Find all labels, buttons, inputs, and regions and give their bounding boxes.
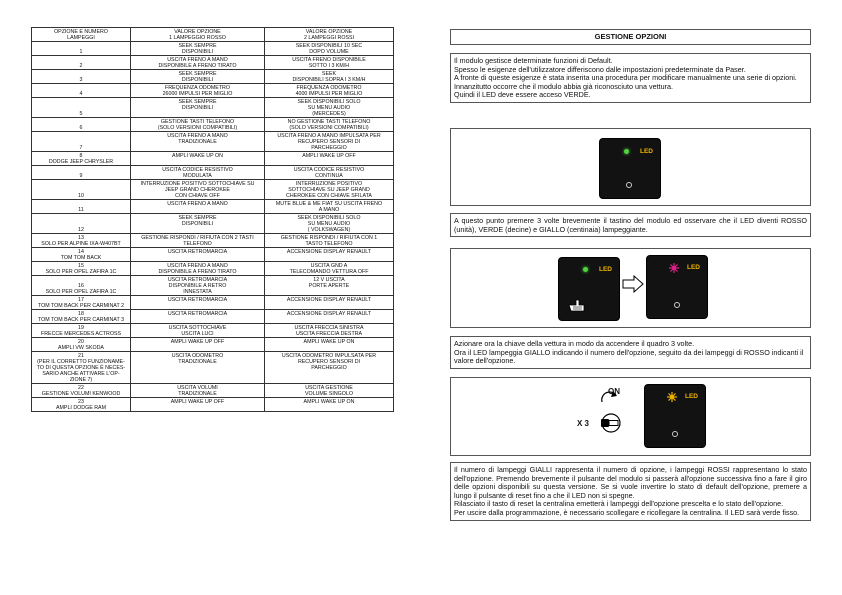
module-device-right bbox=[646, 255, 708, 319]
final-line: Rilasciato il tasto di reset la centralina emetterà i lampeggi dell'opzione prescelta e lo stato dell'opzione. bbox=[454, 499, 784, 509]
button-hole-icon bbox=[674, 302, 680, 308]
table-cell: GESTIONE RISPONDI / RIFIUTA CON 1 TASTO TELEFONO bbox=[265, 234, 394, 248]
table-cell: SEEK DISPONIBILI SOLO SU MENU AUDIO (MERCEDES) bbox=[265, 98, 394, 118]
table-header-cell: VALORE OPZIONE 2 LAMPEGGI ROSSI bbox=[265, 28, 394, 42]
intro-line: A fronte di queste esigenze è stata inserita una procedura per modificare manualmente una serie di opzioni. bbox=[454, 73, 797, 83]
table-cell: USCITA FRENO DISPONIBILE SOTTO I 3 KM/H bbox=[265, 56, 394, 70]
led-yellow-blink-icon bbox=[667, 392, 677, 402]
table-cell: INTERRUZIONE POSITIVO SOTTOCHIAVE SU JEEP GRAND CHEROKEE CON CHIAVE SFILATA bbox=[265, 180, 394, 200]
table-cell: 9 bbox=[32, 166, 131, 180]
table-row bbox=[32, 352, 394, 384]
table-cell: USCITA RETROMARCIA bbox=[131, 310, 265, 324]
step1-text: A questo punto premere 3 volte brevemente il tastino del modulo ed osservare che il LED diventi ROSSO (unità), VERDE (decine) e GIALLO (centinaia) lampeggiante. bbox=[454, 216, 807, 234]
button-hole-icon bbox=[626, 182, 632, 188]
table-cell: 10 bbox=[32, 180, 131, 200]
table-row bbox=[32, 118, 394, 132]
table-cell: 15 SOLO PER OPEL ZAFIRA 1C bbox=[32, 262, 131, 276]
table-cell: SEEK SEMPRE DISPONIBILI bbox=[131, 98, 265, 118]
table-cell: ACCENSIONE DISPLAY RENAULT bbox=[265, 296, 394, 310]
table-row bbox=[32, 310, 394, 324]
led-green-icon bbox=[624, 149, 629, 154]
table-row bbox=[32, 398, 394, 412]
table-cell: 19 FRECCE MERCEDES ACTROSS bbox=[32, 324, 131, 338]
table-cell: 11 bbox=[32, 200, 131, 214]
table-header-row bbox=[32, 28, 394, 42]
table-row bbox=[32, 324, 394, 338]
table-cell: USCITA RETROMARCIA bbox=[131, 296, 265, 310]
table-cell: 3 bbox=[32, 70, 131, 84]
table-cell: USCITA FRENO A MANO DISPONIBILE A FRENO TIRATO bbox=[131, 56, 265, 70]
table-row bbox=[32, 214, 394, 234]
table-cell: 14 TOM TOM BACK bbox=[32, 248, 131, 262]
table-cell: USCITA FRENO A MANO TRADIZIONALE bbox=[131, 132, 265, 152]
table-cell: USCITA FRECCIA SINISTRA USCITA FRECCIA DESTRA bbox=[265, 324, 394, 338]
table-cell: SEEK DISPONIBILI SOLO SU MENU AUDIO ( VOLKSWAGEN) bbox=[265, 214, 394, 234]
figure-led-green bbox=[450, 128, 811, 206]
table-cell: AMPLI WAKE UP OFF bbox=[131, 398, 265, 412]
table-row bbox=[32, 234, 394, 248]
table-cell: AMPLI WAKE UP OFF bbox=[265, 152, 394, 166]
table-row bbox=[32, 56, 394, 70]
table-cell: 5 bbox=[32, 98, 131, 118]
table-row bbox=[32, 180, 394, 200]
table-cell: FREQUENZA ODOMETRO 4000 IMPULSI PER MIGLIO bbox=[265, 84, 394, 98]
table-cell: 18 TOM TOM BACK PER CARMINAT 3 bbox=[32, 310, 131, 324]
table-cell: NO GESTIONE TASTI TELEFONO (SOLO VERSIONI COMPATIBILI) bbox=[265, 118, 394, 132]
table-cell: GESTIONE TASTI TELEFONO (SOLO VERSIONI COMPATIBILI) bbox=[131, 118, 265, 132]
table-cell: ACCENSIONE DISPLAY RENAULT bbox=[265, 248, 394, 262]
intro-line: Innanzitutto occorre che il modulo abbia già riconosciuto una vettura. bbox=[454, 81, 673, 91]
table-cell: SEEK SEMPRE DISPONIBILI bbox=[131, 70, 265, 84]
button-hole-icon bbox=[672, 431, 678, 437]
final-line: Il numero di lampeggi GIALLI rappresenta il numero di opzione, i lampeggi ROSSI rappresentano lo stato dell'opzione. Premendo brevemente il pulsante del modulo si passerà all'opzione successiva fino a fare il giro delle opzioni disponibili su questa versione. Se si vuole invertire lo stato di default dell'opzione, premere a lungo il pulsante di reset fino a che il LED non si spegne. bbox=[454, 465, 807, 500]
table-row bbox=[32, 384, 394, 398]
table-row bbox=[32, 296, 394, 310]
led-label: LED bbox=[687, 264, 700, 271]
table-row bbox=[32, 200, 394, 214]
table-cell: SEEK SEMPRE DISPONIBILI bbox=[131, 42, 265, 56]
table-row bbox=[32, 42, 394, 56]
intro-line: Spesso le esigenze dell'utilizzatore differiscono dalle impostazioni predeterminate da Paser. bbox=[454, 64, 746, 74]
final-line: Per uscire dalla programmazione, è necessario scollegare e ricollegare la centralina. Il LED sarà verde fisso. bbox=[454, 507, 800, 517]
step2-line: Azionare ora la chiave della vettura in modo da accendere il quadro 3 volte. bbox=[454, 339, 695, 348]
step2-line: Ora il LED lampeggia GIALLO indicando il numero dell'opzione, seguito da dei lampeggi di ROSSO indicanti il valore dell'opzione. bbox=[454, 347, 804, 366]
table-cell: AMPLI WAKE UP ON bbox=[265, 398, 394, 412]
module-device-left bbox=[558, 257, 620, 321]
table-cell: 12 V USCITA PORTE APERTE bbox=[265, 276, 394, 296]
table-row bbox=[32, 132, 394, 152]
table-cell: ACCENSIONE DISPLAY RENAULT bbox=[265, 310, 394, 324]
table-cell: USCITA CODICE RESISTIVO MODULATA bbox=[131, 166, 265, 180]
table-header-cell: OPZIONE E NUMERO LAMPEGGI bbox=[32, 28, 131, 42]
table-row bbox=[32, 70, 394, 84]
table-cell: 13 SOLO PER ALPINE IXA-W407BT bbox=[32, 234, 131, 248]
table-row bbox=[32, 166, 394, 180]
x3-label: X 3 bbox=[577, 419, 590, 428]
table-cell: 12 bbox=[32, 214, 131, 234]
table-cell: USCITA RETROMARCIA bbox=[131, 248, 265, 262]
table-cell: USCITA VOLUMI TRADIZIONALE bbox=[131, 384, 265, 398]
table-cell: AMPLI WAKE UP ON bbox=[265, 338, 394, 352]
table-cell: USCITA FRENO A MANO bbox=[131, 200, 265, 214]
table-cell: SEEK SEMPRE DISPONIBILI bbox=[131, 214, 265, 234]
page-title: GESTIONE OPZIONI bbox=[450, 29, 811, 45]
table-cell: 2 bbox=[32, 56, 131, 70]
table-cell: AMPLI WAKE UP ON bbox=[131, 152, 265, 166]
intro-line: Quindi il LED deve essere acceso VERDE. bbox=[454, 90, 591, 100]
table-cell: 21 (PER IL CORRETTO FUNZIONAME- TO DI QUESTA OPZIONE È NECES- SARIO ANCHE ATTIVARE L'OP- ZIONE 7) bbox=[32, 352, 131, 384]
led-label: LED bbox=[640, 148, 653, 155]
table-cell: USCITA ODOMETRO IMPULSATA PER RECUPERO SENSORI DI PARCHEGGIO bbox=[265, 352, 394, 384]
figure-press-button bbox=[450, 248, 811, 328]
final-box bbox=[450, 462, 811, 521]
table-cell: USCITA SOTTOCHIAVE USCITA LUCI bbox=[131, 324, 265, 338]
table-header-cell: VALORE OPZIONE 1 LAMPEGGIO ROSSO bbox=[131, 28, 265, 42]
led-label: LED bbox=[685, 393, 698, 400]
table-cell: AMPLI WAKE UP OFF bbox=[131, 338, 265, 352]
table-cell: USCITA FRENO A MANO DISPONIBILE A FRENO TIRATO bbox=[131, 262, 265, 276]
table-cell: USCITA CODICE RESISTIVO CONTINUA bbox=[265, 166, 394, 180]
table-cell: SEEK DISPONIBILI SOPRA I 3 KM/H bbox=[265, 70, 394, 84]
table-cell: 20 AMPLI VW SKODA bbox=[32, 338, 131, 352]
car-key-icon bbox=[597, 412, 623, 434]
table-cell: 16 SOLO PER OPEL ZAFIRA 1C bbox=[32, 276, 131, 296]
table-row bbox=[32, 152, 394, 166]
module-device bbox=[644, 384, 706, 448]
table-cell: MUTE BLUE & ME FIAT SU USCITA FRENO A MANO bbox=[265, 200, 394, 214]
table-cell: GESTIONE RISPONDI / RIFIUTA CON 2 TASTI TELEFONO bbox=[131, 234, 265, 248]
table-cell: USCITA GESTIONE VOLUME SINGOLO bbox=[265, 384, 394, 398]
options-table bbox=[31, 27, 394, 412]
table-cell: INTERRUZIONE POSITIVO SOTTOCHIAVE SU JEEP GRAND CHEROKEE CON CHIAVE OFF bbox=[131, 180, 265, 200]
led-green-icon bbox=[583, 267, 588, 272]
table-cell: FREQUENZA ODOMETRO 26000 IMPULSI PER MIGLIO bbox=[131, 84, 265, 98]
table-cell: USCITA ODOMETRO TRADIZIONALE bbox=[131, 352, 265, 384]
table-row bbox=[32, 262, 394, 276]
intro-line: Il modulo gestisce determinate funzioni di Default. bbox=[454, 56, 613, 65]
table-cell: SEEK DISPONIBILI 10 SEC DOPO VOLUME bbox=[265, 42, 394, 56]
led-label: LED bbox=[599, 266, 612, 273]
step1-box bbox=[450, 213, 811, 237]
led-red-blink-icon bbox=[669, 263, 679, 273]
table-cell: 17 TOM TOM BACK PER CARMINAT 2 bbox=[32, 296, 131, 310]
table-cell: USCITA FRENO A MANO IMPULSATA PER RECUPERO SENSORI DI PARCHEGGIO bbox=[265, 132, 394, 152]
arrow-right-icon bbox=[622, 275, 644, 293]
table-cell: 6 bbox=[32, 118, 131, 132]
figure-key-turn bbox=[450, 377, 811, 456]
intro-box bbox=[450, 53, 811, 103]
step2-box bbox=[450, 336, 811, 369]
table-cell: 8 DODGE JEEP CHRYSLER bbox=[32, 152, 131, 166]
table-cell: USCITA GND A TELECOMANDO VETTURA OFF bbox=[265, 262, 394, 276]
module-device bbox=[599, 138, 661, 199]
finger-press-icon bbox=[567, 296, 587, 314]
table-row bbox=[32, 84, 394, 98]
table-cell: 7 bbox=[32, 132, 131, 152]
table-cell: 4 bbox=[32, 84, 131, 98]
table-row bbox=[32, 276, 394, 296]
table-cell: 22 GESTIONE VOLUMI KENWOOD bbox=[32, 384, 131, 398]
table-row bbox=[32, 248, 394, 262]
table-cell: USCITA RETROMARCIA DISPONIBILE A RETRO INNESTATA bbox=[131, 276, 265, 296]
on-label: ON bbox=[608, 387, 620, 396]
table-row bbox=[32, 338, 394, 352]
table-row bbox=[32, 98, 394, 118]
table-cell: 23 AMPLI DODGE RAM bbox=[32, 398, 131, 412]
table-cell: 1 bbox=[32, 42, 131, 56]
